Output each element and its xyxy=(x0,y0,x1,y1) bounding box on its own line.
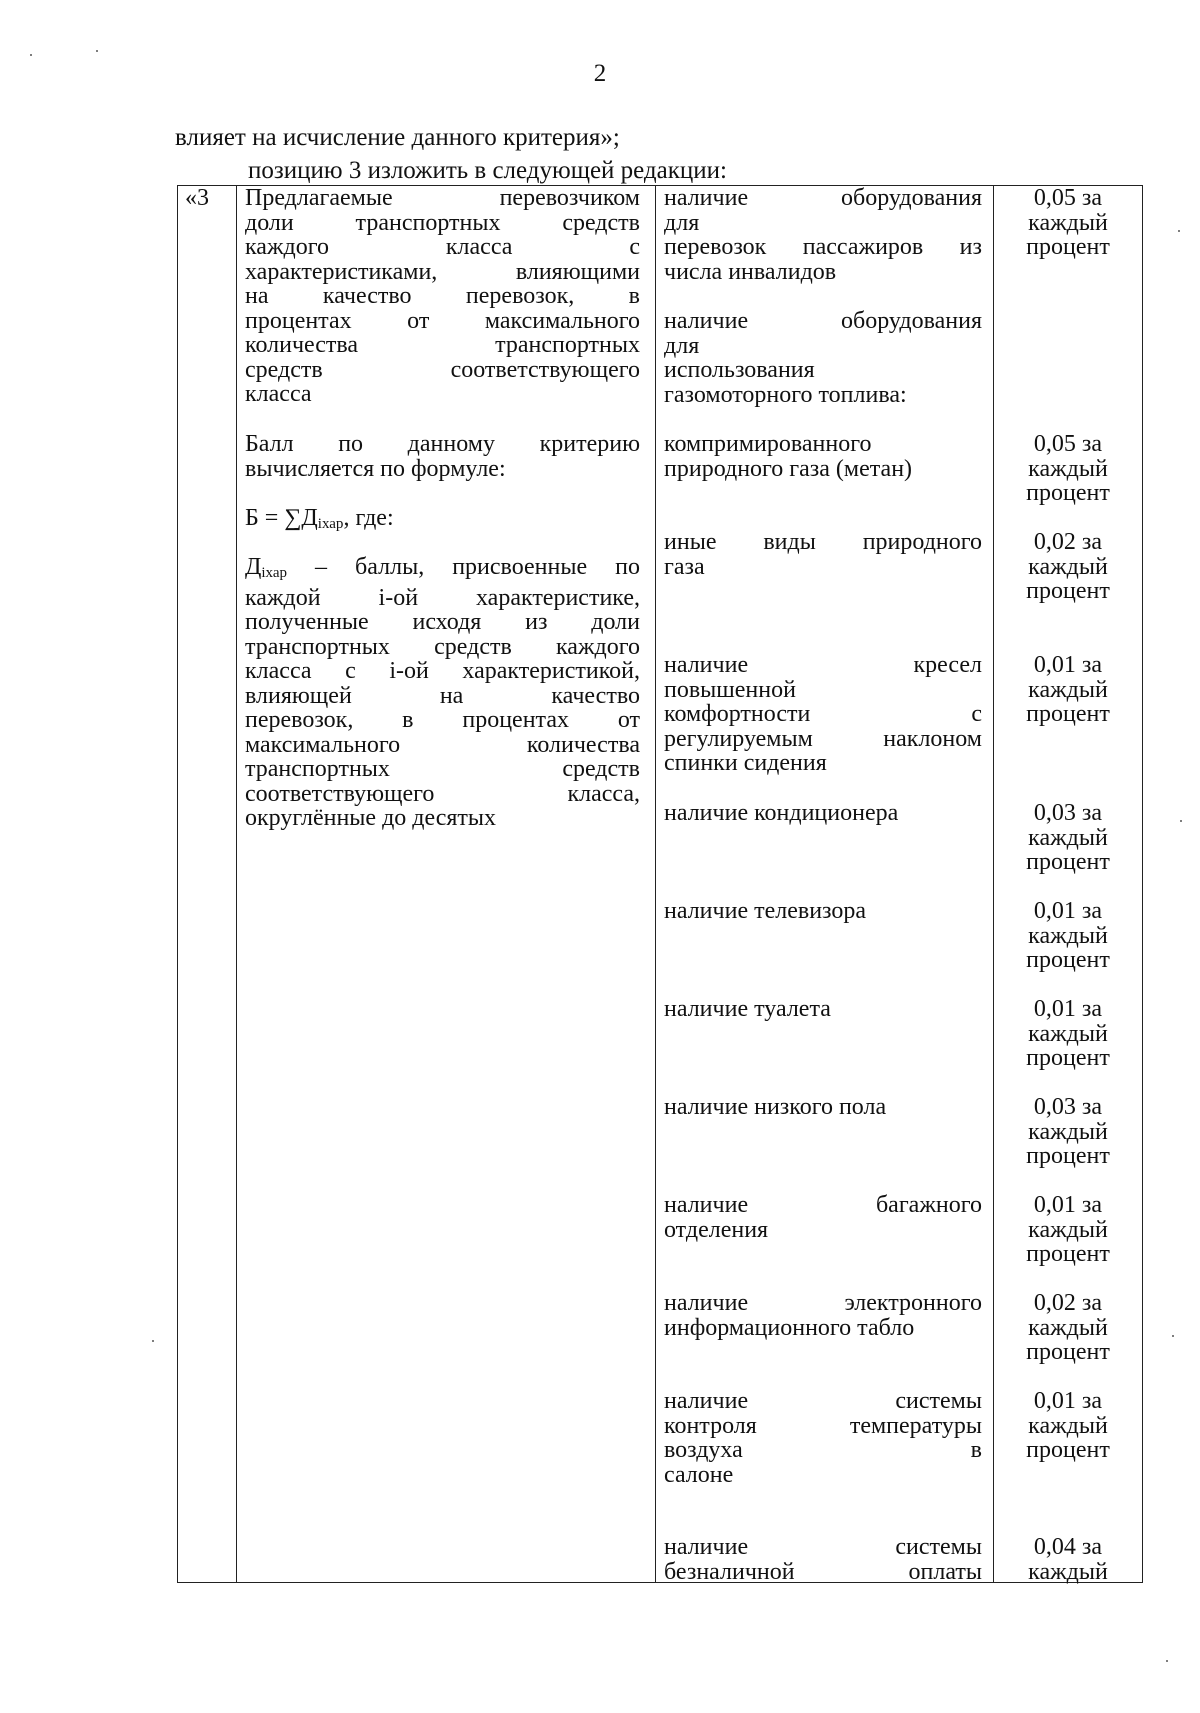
formula-suffix: , где: xyxy=(343,505,394,531)
characteristic-air-conditioner xyxy=(664,801,982,826)
scan-speck xyxy=(1166,1660,1168,1662)
score-line: процент xyxy=(1026,1143,1110,1169)
characteristic-line: перевозок пассажиров из xyxy=(664,234,982,260)
score-line: процент xyxy=(1026,1045,1110,1071)
characteristic-line: контроля температуры xyxy=(664,1412,982,1439)
characteristic-toilet xyxy=(664,997,982,1022)
score-line: 0,03 за xyxy=(1033,800,1103,826)
score-line: каждый xyxy=(1028,1020,1108,1047)
characteristic-line: повышенной xyxy=(664,676,796,703)
definition-head-rest: – баллы, присвоенные по xyxy=(287,554,640,580)
score-toilet xyxy=(1003,997,1133,1071)
definition-line: транспортных средств xyxy=(245,756,640,782)
formula-sub: iхар xyxy=(317,516,344,532)
score-other-gas xyxy=(1003,530,1133,604)
characteristic-info-board xyxy=(664,1291,982,1340)
characteristic-line: для xyxy=(664,209,700,236)
score-line: 0,02 за xyxy=(1033,529,1103,555)
characteristic-line: наличие оборудования xyxy=(664,308,982,334)
characteristic-tv xyxy=(664,899,982,924)
score-air-conditioner xyxy=(1003,801,1133,875)
formula-intro-line: Балл по данному критерию xyxy=(245,431,640,457)
characteristic-line: газомоторного топлива: xyxy=(664,381,907,408)
score-line: процент xyxy=(1026,849,1110,875)
score-line: каждый xyxy=(1028,1558,1108,1585)
characteristic-line: наличие оборудования xyxy=(664,185,982,211)
formula-intro-line: вычисляется по формуле: xyxy=(245,455,506,482)
characteristic-other-gas xyxy=(664,530,982,579)
characteristic-gas-equipment xyxy=(664,309,982,407)
score-line: 0,03 за xyxy=(1033,1094,1103,1120)
characteristic-line: отделения xyxy=(664,1216,769,1243)
score-comfort-seats xyxy=(1003,653,1133,727)
score-line: 0,01 за xyxy=(1033,996,1103,1022)
characteristic-line: наличие кондиционера xyxy=(664,800,899,826)
score-line: 0,01 за xyxy=(1033,652,1103,678)
scan-speck xyxy=(96,50,98,52)
intro-line-2: позицию 3 изложить в следующей редакции: xyxy=(248,157,727,184)
characteristic-wheelchair xyxy=(664,186,982,284)
characteristic-low-floor xyxy=(664,1095,982,1120)
score-info-board xyxy=(1003,1291,1133,1365)
score-line: процент xyxy=(1026,1339,1110,1365)
characteristic-line: использования xyxy=(664,357,815,383)
score-line: каждый xyxy=(1028,455,1108,482)
criterion-name xyxy=(245,186,640,407)
characteristic-methane xyxy=(664,432,982,481)
score-line: каждый xyxy=(1028,209,1108,236)
score-line: 0,05 за xyxy=(1033,185,1103,211)
score-line: процент xyxy=(1026,234,1110,260)
characteristic-line: числа инвалидов xyxy=(664,258,837,285)
score-line: каждый xyxy=(1028,553,1108,580)
criterion-line: характеристиками, влияющими xyxy=(245,258,640,285)
formula-prefix: Б = ∑Д xyxy=(245,505,318,531)
score-wheelchair xyxy=(1003,186,1133,260)
definition-line: класса с i-ой характеристикой, xyxy=(245,658,640,684)
scan-speck xyxy=(1180,820,1182,822)
formula-intro xyxy=(245,432,640,481)
definition-line: влияющей на качество xyxy=(245,682,640,709)
score-line: 0,05 за xyxy=(1033,431,1103,457)
definition-head: Д xyxy=(245,554,262,580)
definition-sub: iхар xyxy=(261,565,288,581)
definition-line: перевозок, в процентах от xyxy=(245,707,640,733)
characteristic-line: наличие электронного xyxy=(664,1290,982,1316)
score-line: каждый xyxy=(1028,1314,1108,1341)
characteristic-line: наличие низкого пола xyxy=(664,1094,887,1120)
page-number: 2 xyxy=(593,60,607,87)
intro-line-1: влияет на исчисление данного критерия»; xyxy=(175,124,620,151)
characteristic-line: наличие системы xyxy=(664,1388,982,1414)
table-divider-1 xyxy=(236,185,237,1583)
scan-speck xyxy=(152,1340,154,1342)
characteristic-comfort-seats xyxy=(664,653,982,776)
criterion-line: количества транспортных xyxy=(245,332,640,358)
criterion-line: класса xyxy=(245,381,312,407)
score-line: процент xyxy=(1026,947,1110,973)
score-line: каждый xyxy=(1028,1216,1108,1243)
score-line: процент xyxy=(1026,578,1110,604)
characteristic-line: наличие багажного xyxy=(664,1192,982,1218)
characteristic-line: компримированного xyxy=(664,431,872,457)
criterion-line: Предлагаемые перевозчиком xyxy=(245,185,640,211)
characteristic-cashless-payment xyxy=(664,1535,982,1584)
criterion-line: процентах от максимального xyxy=(245,307,640,334)
table-divider-3 xyxy=(993,185,994,1583)
score-line: каждый xyxy=(1028,922,1108,949)
characteristic-line: газа xyxy=(664,553,705,580)
score-line: каждый xyxy=(1028,676,1108,703)
characteristic-line: наличие кресел xyxy=(664,652,982,678)
table-divider-2 xyxy=(655,185,656,1583)
characteristic-line: воздуха в xyxy=(664,1437,982,1463)
criterion-line: каждого класса с xyxy=(245,234,640,260)
definition-line: максимального количества xyxy=(245,731,640,758)
score-line: 0,01 за xyxy=(1033,1388,1103,1414)
score-luggage xyxy=(1003,1193,1133,1267)
characteristic-luggage xyxy=(664,1193,982,1242)
row-number: «3 xyxy=(185,185,209,211)
score-line: каждый xyxy=(1028,1118,1108,1145)
scan-speck xyxy=(1172,1335,1174,1337)
criterion-line: доли транспортных средств xyxy=(245,209,640,236)
characteristic-line: для xyxy=(664,332,700,359)
definition-line: каждой i-ой характеристике, xyxy=(245,584,640,611)
definition-head-line xyxy=(245,555,640,586)
characteristic-line: наличие телевизора xyxy=(664,898,867,924)
characteristic-line: природного газа (метан) xyxy=(664,455,913,482)
characteristic-line: салоне xyxy=(664,1461,734,1488)
definition-line: округлённые до десятых xyxy=(245,805,497,831)
criterion-line: средств соответствующего xyxy=(245,356,640,383)
score-line: процент xyxy=(1026,701,1110,727)
definition-line: соответствующего класса, xyxy=(245,780,640,807)
score-low-floor xyxy=(1003,1095,1133,1169)
score-line: 0,01 за xyxy=(1033,1192,1103,1218)
characteristic-line: регулируемым наклоном xyxy=(664,725,982,752)
score-tv xyxy=(1003,899,1133,973)
scan-speck xyxy=(30,54,32,56)
characteristic-climate-control xyxy=(664,1389,982,1487)
characteristic-line: безналичной оплаты xyxy=(664,1558,982,1585)
score-line: каждый xyxy=(1028,1412,1108,1439)
characteristic-line: информационного табло xyxy=(664,1314,915,1341)
score-line: 0,01 за xyxy=(1033,898,1103,924)
score-line: процент xyxy=(1026,1437,1110,1463)
score-climate-control xyxy=(1003,1389,1133,1463)
score-line: процент xyxy=(1026,480,1110,506)
characteristic-line: иные виды природного xyxy=(664,529,982,555)
characteristic-line: наличие системы xyxy=(664,1534,982,1560)
characteristic-line: спинки сидения xyxy=(664,750,827,776)
criterion-line: на качество перевозок, в xyxy=(245,283,640,309)
characteristic-line: наличие туалета xyxy=(664,996,831,1022)
score-cashless-payment xyxy=(1003,1535,1133,1584)
score-line: 0,02 за xyxy=(1033,1290,1103,1316)
definition-line: транспортных средств каждого xyxy=(245,633,640,660)
scan-speck xyxy=(1178,230,1180,232)
definition xyxy=(245,555,640,831)
score-methane xyxy=(1003,432,1133,506)
score-line: каждый xyxy=(1028,824,1108,851)
score-line: процент xyxy=(1026,1241,1110,1267)
definition-line: полученные исходя из доли xyxy=(245,609,640,635)
formula xyxy=(245,506,640,537)
characteristic-line: комфортности с xyxy=(664,701,982,727)
score-line: 0,04 за xyxy=(1033,1534,1103,1560)
